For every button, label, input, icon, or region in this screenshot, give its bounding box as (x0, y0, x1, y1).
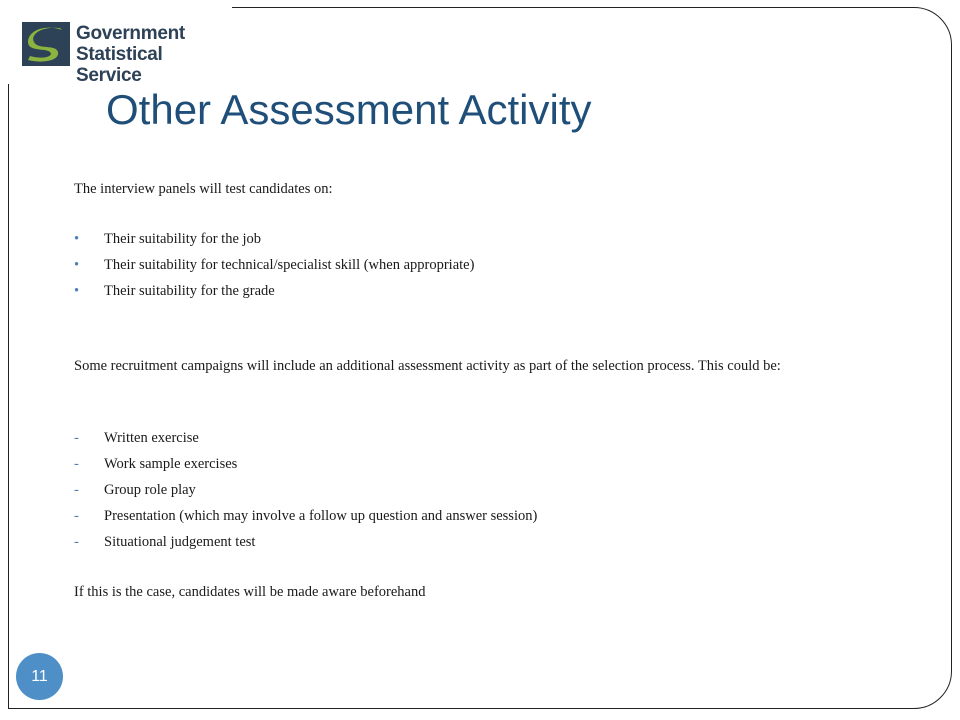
bullet-icon: • (74, 283, 80, 299)
dash-icon: - (74, 430, 79, 446)
bullet-text: Their suitability for the job (104, 231, 262, 247)
assessment-paragraph: Some recruitment campaigns will include an additional assessment activity as part of the selection process. This could be: (74, 358, 781, 374)
bullet-text: Their suitability for the grade (104, 283, 275, 299)
gss-logo-text (76, 23, 232, 86)
bullet-text: Their suitability for technical/specialist skill (when appropriate) (104, 257, 475, 273)
dash-text: Presentation (which may involve a follow up question and answer session) (104, 508, 538, 524)
logo-line2: Statistical Service (76, 44, 163, 86)
gss-logo (0, 0, 232, 84)
bullet-icon: • (74, 231, 80, 247)
dash-text: Situational judgement test (104, 534, 256, 550)
bullet-icon: • (74, 257, 80, 273)
intro-text: The interview panels will test candidates on: (74, 181, 333, 197)
slide-number-badge (16, 653, 63, 700)
dash-text: Group role play (104, 482, 196, 498)
dash-text: Written exercise (104, 430, 199, 446)
gss-logo-icon (22, 22, 70, 66)
closing-text: If this is the case, candidates will be made aware beforehand (74, 584, 426, 600)
dash-icon: - (74, 508, 79, 524)
dash-icon: - (74, 534, 79, 550)
dash-icon: - (74, 482, 79, 498)
dash-icon: - (74, 456, 79, 472)
slide-number: 11 (31, 667, 48, 685)
logo-line1: Government (76, 23, 185, 44)
page-title: Other Assessment Activity (106, 86, 592, 133)
dash-text: Work sample exercises (104, 456, 238, 472)
